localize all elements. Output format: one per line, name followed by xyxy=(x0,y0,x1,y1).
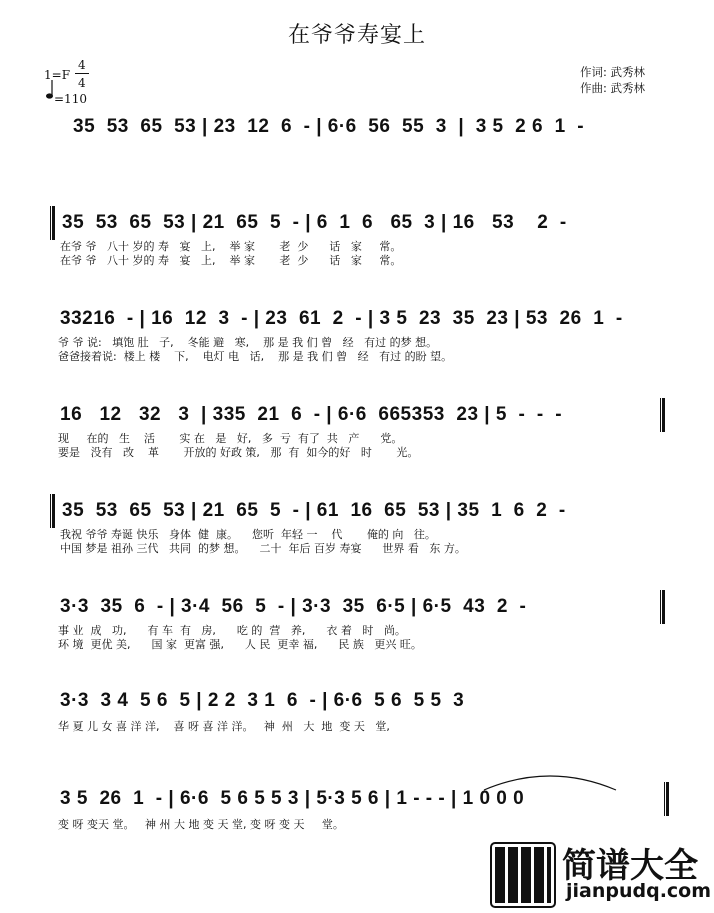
notes-line-2: 35 53 65 53 | 21 65 5 - | 6 1 6 65 3 | 16 53 2 - xyxy=(62,212,567,233)
lyric-line-6-verse-2: 环 境 更优 美, 国 家 更富 强, 人 民 更幸 福, 民 族 更兴 旺。 xyxy=(58,638,422,651)
lyric-line-3-verse-2: 爸爸接着说: 楼上 楼 下, 电灯 电 话, 那 是 我 们 曾 经 有过 的盼 望。 xyxy=(58,350,453,363)
lyric-line-2-verse-1: 在爷 爷 八十 岁的 寿 宴 上, 举 家 老 少 话 家 常。 xyxy=(60,240,402,253)
lyric-line-7: 华 夏 儿 女 喜 洋 洋, 喜 呀 喜 洋 洋。 神 州 大 地 变 天 堂, xyxy=(58,720,390,733)
notes-line-1: 35 53 65 53 | 23 12 6 - | 6·6 56 55 3 | 3 5 2 6 1 - xyxy=(73,116,585,137)
time-signature-line xyxy=(75,73,89,74)
time-signature-denominator: 4 xyxy=(78,76,86,90)
lyric-line-6-verse-1: 事 业 成 功, 有 车 有 房, 吃 的 营 养, 衣 着 时 尚。 xyxy=(58,624,406,637)
system-3 xyxy=(40,308,674,368)
credits xyxy=(580,64,645,96)
repeat-start-barline xyxy=(50,206,55,240)
score-title: 在爷爷寿宴上 xyxy=(287,23,426,48)
lyric-line-5-verse-1: 我祝 爷爷 寿诞 快乐 身体 健 康。 您听 年轻 一 代 俺的 向 往。 xyxy=(60,528,436,541)
repeat-start-barline-2 xyxy=(50,494,55,528)
quarter-note-icon xyxy=(46,80,51,98)
system-1 xyxy=(40,116,674,156)
notes-line-7: 3·3 3 4 5 6 5 | 2 2 3 1 6 - | 6·6 5 6 5 5 3 xyxy=(60,690,465,711)
lyric-line-3-verse-1: 爷 爷 说: 填饱 肚 子, 冬能 避 寒, 那 是 我 们 曾 经 有过 的梦 想。 xyxy=(58,336,438,349)
composer: 作曲: 武秀林 xyxy=(580,81,646,95)
notes-line-5: 35 53 65 53 | 21 65 5 - | 61 16 65 53 | 35 1 6 2 - xyxy=(62,500,566,521)
repeat-end-barline xyxy=(660,398,665,432)
system-5 xyxy=(40,500,674,560)
key-signature: 1=F xyxy=(44,68,71,82)
time-signature-numerator: 4 xyxy=(78,58,86,72)
lyric-line-5-verse-2: 中国 梦是 祖孙 三代 共同 的梦 想。 二十 年后 百岁 寿宴 世界 看 东 方。 xyxy=(60,542,466,555)
notes-line-8: 3 5 26 1 - | 6·6 5 6 5 5 3 | 5·3 5 6 | 1 - - - | 1 0 0 0 xyxy=(60,788,525,809)
lyric-line-8: 变 呀 变天 堂。 神 州 大 地 变 天 堂, 变 呀 变 天 堂。 xyxy=(58,818,344,831)
system-4 xyxy=(40,404,674,464)
notes-line-6: 3·3 35 6 - | 3·4 56 5 - | 3·3 35 6·5 | 6·5 43 2 - xyxy=(60,596,527,617)
system-7 xyxy=(40,690,674,740)
tempo-marking: =110 xyxy=(54,92,87,106)
notes-line-3: 33216 - | 16 12 3 - | 23 61 2 - | 3 5 23 35 23 | 53 26 1 - xyxy=(60,308,623,329)
piano-keys-logo-icon xyxy=(490,842,556,908)
lyricist: 作词: 武秀林 xyxy=(580,65,646,79)
lyric-line-2-verse-2: 在爷 爷 八十 岁的 寿 宴 上, 举 家 老 少 话 家 常。 xyxy=(60,254,402,267)
watermark-name: 简谱大全 xyxy=(562,846,698,886)
lyric-line-4-verse-1: 现 在的 生 活 实 在 是 好, 多 亏 有了 共 产 党。 xyxy=(58,432,403,445)
final-barline xyxy=(664,782,669,816)
repeat-end-barline-2 xyxy=(660,590,665,624)
system-8 xyxy=(40,788,674,838)
watermark-url: jianpudq.com xyxy=(566,880,712,902)
lyric-line-4-verse-2: 要是 没有 改 革 开放的 好政 策, 那 有 如今的好 时 光。 xyxy=(58,446,419,459)
system-2 xyxy=(40,212,674,272)
system-6 xyxy=(40,596,674,656)
notes-line-4: 16 12 32 3 | 335 21 6 - | 6·6 665353 23 | 5 - - - xyxy=(60,404,563,425)
